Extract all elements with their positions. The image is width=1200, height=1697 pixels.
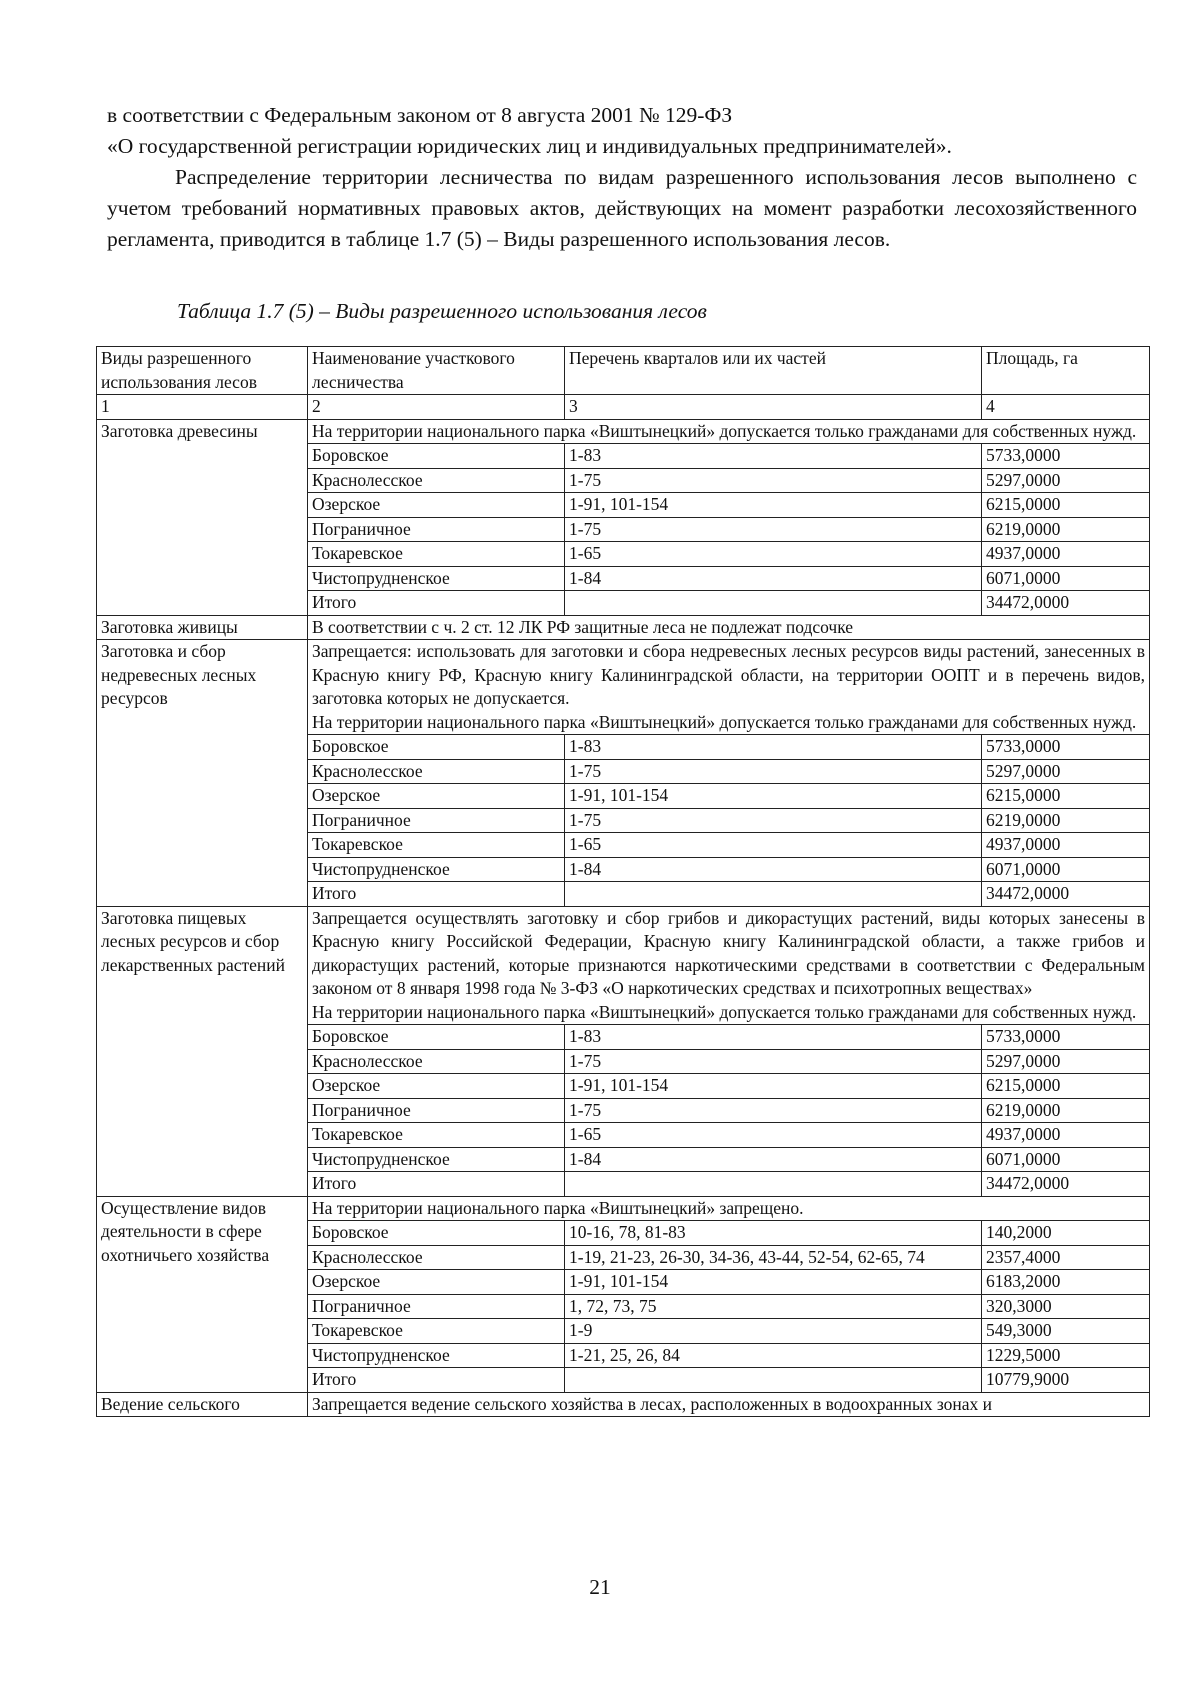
header-cell: Площадь, га	[982, 347, 1150, 395]
quarters-cell: 1-75	[565, 468, 982, 493]
category-cell: Осуществление видов деятельности в сфере охотничьего хозяйства	[97, 1196, 308, 1392]
intro-line-1: в соответствии с Федеральным законом от 8 августа 2001 № 129-ФЗ	[107, 103, 733, 127]
intro-paragraph: Распределение территории лесничества по видам разрешенного использования лесов выполнено с учетом требований нормативных правовых актов, действующих на момент разработки лесохозяйственного регламента, приводится в таблице 1.7 (5) – Виды разрешенного использования лесов.	[107, 165, 1137, 251]
forestry-name-cell: Краснолесское	[308, 1049, 565, 1074]
quarters-cell: 1-91, 101-154	[565, 493, 982, 518]
area-cell: 4937,0000	[982, 1123, 1150, 1148]
area-cell: 5297,0000	[982, 759, 1150, 784]
forestry-name-cell: Итого	[308, 1368, 565, 1393]
forestry-name-cell: Озерское	[308, 1270, 565, 1295]
table-caption: Таблица 1.7 (5) – Виды разрешенного использования лесов	[177, 299, 707, 323]
area-cell: 5733,0000	[982, 444, 1150, 469]
area-cell: 5297,0000	[982, 468, 1150, 493]
forestry-name-cell: Чистопрудненское	[308, 1147, 565, 1172]
category-cell: Заготовка пищевых лесных ресурсов и сбор лекарственных растений	[97, 906, 308, 1196]
quarters-cell: 10-16, 78, 81-83	[565, 1221, 982, 1246]
area-cell: 4937,0000	[982, 833, 1150, 858]
forestry-name-cell: Озерское	[308, 1074, 565, 1099]
column-number: 1	[97, 395, 308, 420]
category-note: Запрещается осуществлять заготовку и сбор грибов и дикорастущих растений, виды которых занесены в Красную книгу Российской Федерации, Красную книгу Калининградской области, а также грибов и дикорастущих растений, которые признаются наркотическими средствами в соответствии с Федеральным законом от 8 января 1998 года № 3-ФЗ «О наркотических средствах и психотропных веществах» На территории национального парка «Виштынецкий» допускается только гражданами для собственных нужд.	[308, 906, 1150, 1025]
header-cell: Виды разрешенного использования лесов	[97, 347, 308, 395]
area-cell: 5733,0000	[982, 735, 1150, 760]
category-note: На территории национального парка «Виштынецкий» запрещено.	[308, 1196, 1150, 1221]
area-cell: 140,2000	[982, 1221, 1150, 1246]
area-cell: 4937,0000	[982, 542, 1150, 567]
category-row	[97, 1196, 1150, 1221]
category-note: На территории национального парка «Виштынецкий» допускается только гражданами для собственных нужд.	[308, 419, 1150, 444]
category-row	[97, 615, 1150, 640]
category-note: Запрещается: использовать для заготовки и сбора недревесных лесных ресурсов виды растений, занесенных в Красную книгу РФ, Красную книгу Калининградской области, на территории ООПТ и в перечень видов, заготовка которых не допускается. На территории национального парка «Виштынецкий» допускается только гражданами для собственных нужд.	[308, 640, 1150, 735]
category-row	[97, 640, 1150, 735]
forestry-name-cell: Боровское	[308, 735, 565, 760]
category-cell: Заготовка древесины	[97, 419, 308, 615]
quarters-cell: 1-84	[565, 1147, 982, 1172]
forestry-name-cell: Токаревское	[308, 1123, 565, 1148]
forestry-name-cell: Чистопрудненское	[308, 857, 565, 882]
area-cell: 549,3000	[982, 1319, 1150, 1344]
column-number: 2	[308, 395, 565, 420]
quarters-cell	[565, 1172, 982, 1197]
quarters-cell	[565, 882, 982, 907]
forestry-name-cell: Чистопрудненское	[308, 566, 565, 591]
quarters-cell: 1-75	[565, 808, 982, 833]
header-cell: Перечень кварталов или их частей	[565, 347, 982, 395]
quarters-cell: 1-84	[565, 857, 982, 882]
forestry-name-cell: Токаревское	[308, 542, 565, 567]
area-cell: 5733,0000	[982, 1025, 1150, 1050]
forestry-name-cell: Токаревское	[308, 833, 565, 858]
area-cell: 10779,9000	[982, 1368, 1150, 1393]
category-note: Запрещается ведение сельского хозяйства в лесах, расположенных в водоохранных зонах и	[308, 1392, 1150, 1417]
quarters-cell: 1, 72, 73, 75	[565, 1294, 982, 1319]
forestry-name-cell: Краснолесское	[308, 759, 565, 784]
category-cell: Заготовка и сбор недревесных лесных ресурсов	[97, 640, 308, 907]
area-cell: 6219,0000	[982, 1098, 1150, 1123]
area-cell: 6215,0000	[982, 784, 1150, 809]
area-cell: 6071,0000	[982, 566, 1150, 591]
quarters-cell: 1-19, 21-23, 26-30, 34-36, 43-44, 52-54, 62-65, 74	[565, 1245, 982, 1270]
quarters-cell: 1-84	[565, 566, 982, 591]
category-cell: Заготовка живицы	[97, 615, 308, 640]
forestry-name-cell: Чистопрудненское	[308, 1343, 565, 1368]
quarters-cell: 1-83	[565, 735, 982, 760]
header-cell: Наименование участкового лесничества	[308, 347, 565, 395]
forestry-name-cell: Итого	[308, 591, 565, 616]
quarters-cell: 1-9	[565, 1319, 982, 1344]
area-cell: 6183,2000	[982, 1270, 1150, 1295]
forestry-name-cell: Боровское	[308, 444, 565, 469]
quarters-cell: 1-75	[565, 759, 982, 784]
quarters-cell: 1-75	[565, 517, 982, 542]
area-cell: 34472,0000	[982, 591, 1150, 616]
forestry-name-cell: Краснолесское	[308, 1245, 565, 1270]
quarters-cell: 1-65	[565, 833, 982, 858]
quarters-cell: 1-91, 101-154	[565, 1270, 982, 1295]
category-row	[97, 906, 1150, 1025]
quarters-cell	[565, 1368, 982, 1393]
column-number-row	[97, 395, 1150, 420]
area-cell: 6215,0000	[982, 1074, 1150, 1099]
column-number: 4	[982, 395, 1150, 420]
area-cell: 6071,0000	[982, 1147, 1150, 1172]
category-note: В соответствии с ч. 2 ст. 12 ЛК РФ защитные леса не подлежат подсочке	[308, 615, 1150, 640]
quarters-cell: 1-65	[565, 542, 982, 567]
quarters-cell: 1-21, 25, 26, 84	[565, 1343, 982, 1368]
area-cell: 34472,0000	[982, 1172, 1150, 1197]
quarters-cell: 1-91, 101-154	[565, 1074, 982, 1099]
category-row	[97, 419, 1150, 444]
forestry-name-cell: Итого	[308, 882, 565, 907]
forestry-name-cell: Пограничное	[308, 1098, 565, 1123]
forestry-name-cell: Озерское	[308, 784, 565, 809]
forestry-name-cell: Пограничное	[308, 1294, 565, 1319]
forestry-name-cell: Озерское	[308, 493, 565, 518]
forestry-name-cell: Боровское	[308, 1025, 565, 1050]
intro-text	[107, 100, 1137, 255]
category-row	[97, 1392, 1150, 1417]
quarters-cell: 1-83	[565, 444, 982, 469]
area-cell: 34472,0000	[982, 882, 1150, 907]
area-cell: 1229,5000	[982, 1343, 1150, 1368]
forest-use-table	[96, 346, 1150, 1417]
forestry-name-cell: Пограничное	[308, 808, 565, 833]
area-cell: 6215,0000	[982, 493, 1150, 518]
intro-line-2: «О государственной регистрации юридических лиц и индивидуальных предпринимателей».	[107, 134, 952, 158]
quarters-cell: 1-75	[565, 1049, 982, 1074]
table-header-row	[97, 347, 1150, 395]
area-cell: 320,3000	[982, 1294, 1150, 1319]
quarters-cell: 1-75	[565, 1098, 982, 1123]
area-cell: 6071,0000	[982, 857, 1150, 882]
column-number: 3	[565, 395, 982, 420]
quarters-cell: 1-65	[565, 1123, 982, 1148]
quarters-cell: 1-91, 101-154	[565, 784, 982, 809]
category-cell: Ведение сельского	[97, 1392, 308, 1417]
forestry-name-cell: Итого	[308, 1172, 565, 1197]
area-cell: 5297,0000	[982, 1049, 1150, 1074]
forestry-name-cell: Краснолесское	[308, 468, 565, 493]
forestry-name-cell: Боровское	[308, 1221, 565, 1246]
area-cell: 2357,4000	[982, 1245, 1150, 1270]
page-number: 21	[589, 1575, 611, 1599]
quarters-cell	[565, 591, 982, 616]
quarters-cell: 1-83	[565, 1025, 982, 1050]
forestry-name-cell: Пограничное	[308, 517, 565, 542]
area-cell: 6219,0000	[982, 517, 1150, 542]
area-cell: 6219,0000	[982, 808, 1150, 833]
table-body	[97, 347, 1150, 1417]
forestry-name-cell: Токаревское	[308, 1319, 565, 1344]
